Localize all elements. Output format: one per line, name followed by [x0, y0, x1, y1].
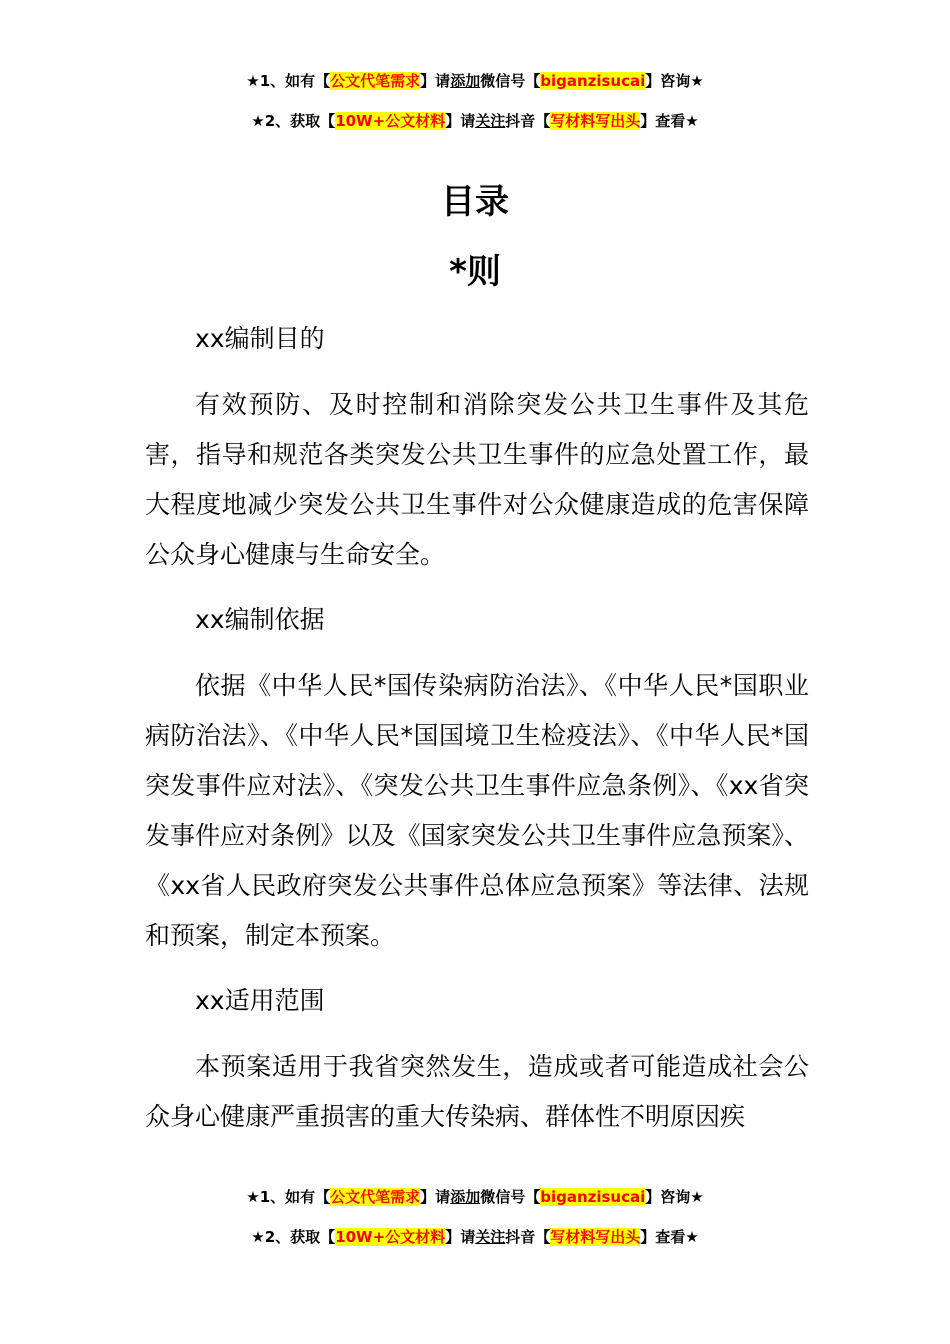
notice-prefix: ★1、如有【 [246, 1188, 331, 1206]
section-body-purpose: 有效预防、及时控制和消除突发公共卫生事件及其危害，指导和规范各类突发公共卫生事件的应急处置工作，最大程度地减少突发公共卫生事件对公众健康造成的危害保障公众身心健康与生命安全。 [145, 390, 809, 569]
notice-text: 】请 [420, 1188, 451, 1206]
notice-highlight-materials: 10W+公文材料 [335, 112, 446, 130]
section-heading-scope: xx适用范围 [195, 986, 325, 1015]
notice-highlight-materials: 10W+公文材料 [335, 1228, 446, 1246]
notice-underlined-text: 关注 [475, 112, 506, 130]
notice-highlight-account: 写材料写出头 [550, 1228, 641, 1246]
notice-suffix: 】咨询★ [645, 1188, 704, 1206]
notice-underlined-text: 添加 [450, 1188, 481, 1206]
top-notice-line-2 [0, 111, 950, 131]
notice-highlight-account: 写材料写出头 [550, 112, 641, 130]
notice-text: 】请 [445, 1228, 476, 1246]
notice-highlight-service: 公文代笔需求 [330, 1188, 421, 1206]
notice-suffix: 】查看★ [640, 112, 699, 130]
section-heading-purpose: xx编制目的 [195, 324, 325, 353]
notice-prefix: ★1、如有【 [246, 72, 331, 90]
notice-suffix: 】咨询★ [645, 72, 704, 90]
notice-suffix: 】查看★ [640, 1228, 699, 1246]
section-body-scope: 本预案适用于我省突然发生，造成或者可能造成社会公众身心健康严重损害的重大传染病、群体性不明原因疾 [145, 1052, 809, 1131]
chapter-title: *则 [449, 252, 501, 292]
notice-text: 微信号【 [480, 72, 541, 90]
notice-text: 抖音【 [505, 1228, 551, 1246]
notice-highlight-wechat-id: biganzisucai [540, 72, 646, 90]
notice-prefix: ★2、获取【 [251, 112, 336, 130]
section-heading-basis: xx编制依据 [195, 605, 325, 634]
document-title: 目录 [441, 182, 509, 222]
notice-text: 】请 [445, 112, 476, 130]
notice-text: 】请 [420, 72, 451, 90]
bottom-notice-line-2 [0, 1227, 950, 1247]
notice-underlined-text: 关注 [475, 1228, 506, 1246]
notice-highlight-wechat-id: biganzisucai [540, 1188, 646, 1206]
notice-underlined-text: 添加 [450, 72, 481, 90]
notice-prefix: ★2、获取【 [251, 1228, 336, 1246]
top-notice-line-1 [0, 71, 950, 91]
notice-text: 微信号【 [480, 1188, 541, 1206]
section-body-basis: 依据《中华人民*国传染病防治法》、《中华人民*国职业病防治法》、《中华人民*国国境卫生检疫法》、《中华人民*国突发事件应对法》、《突发公共卫生事件应急条例》、《xx省突发事件应对条例》以及《国家突发公共卫生事件应急预案》、《xx省人民政府突发公共事件总体应急预案》等法律、法规和预案，制定本预案。 [145, 671, 809, 950]
bottom-notice-line-1 [0, 1187, 950, 1207]
notice-text: 抖音【 [505, 112, 551, 130]
notice-highlight-service: 公文代笔需求 [330, 72, 421, 90]
